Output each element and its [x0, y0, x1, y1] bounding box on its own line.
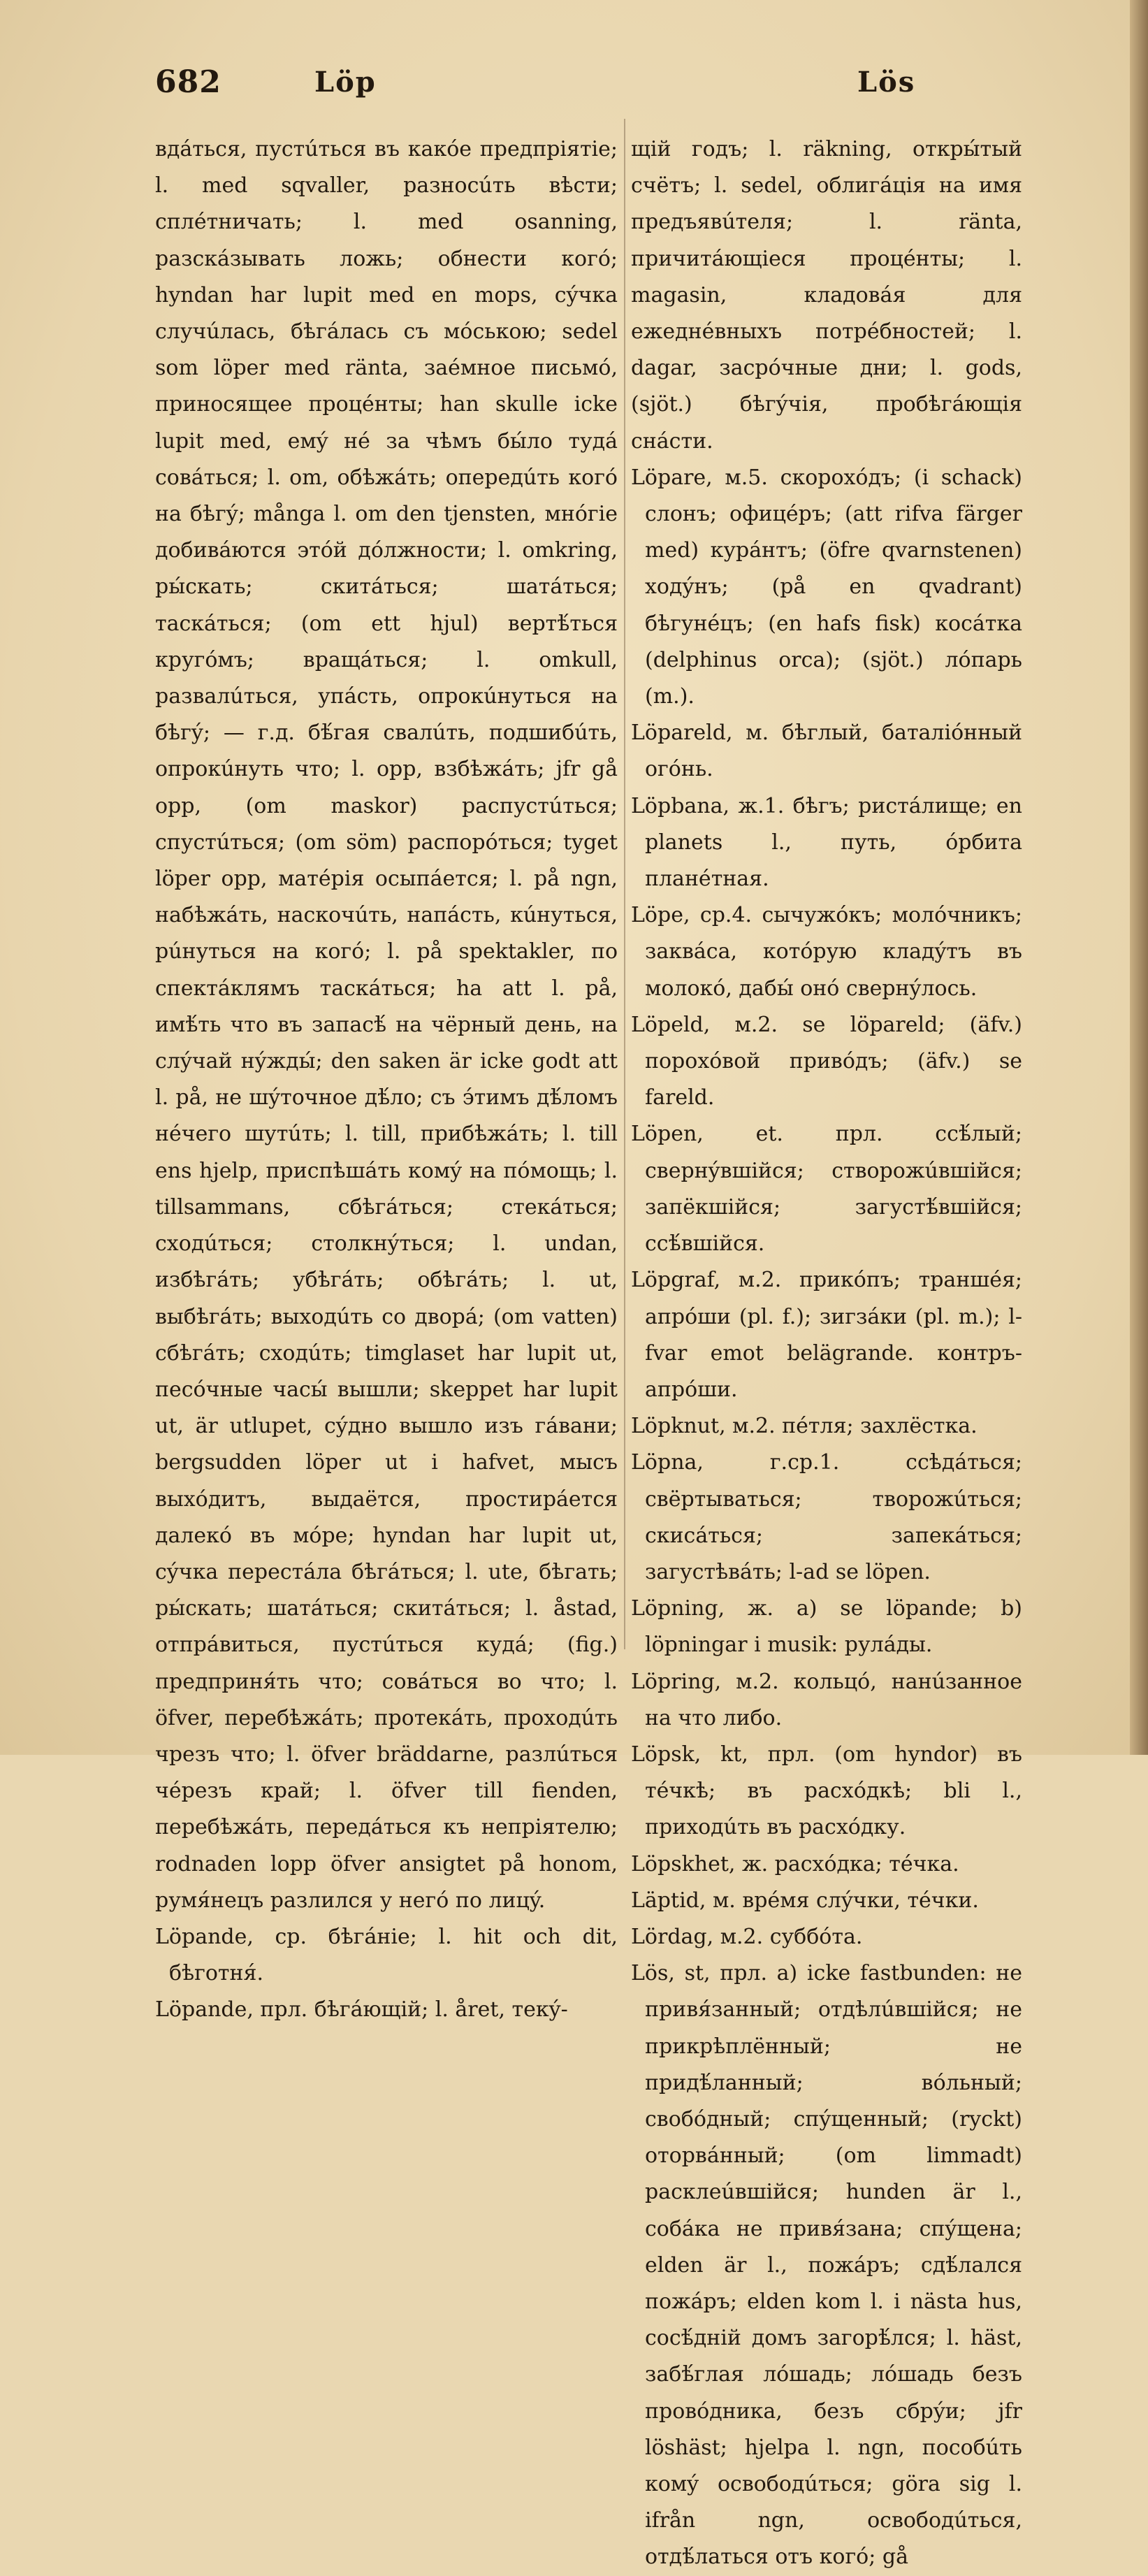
dictionary-entry: Löpen, et. прл. ссѣ́лый; свернýвшійся; створожúвшійся; запёкшійся; загустѣ́вшійся; ссѣ́вшійся.	[631, 1122, 1022, 1257]
dictionary-entry: Löpe, ср.4. сычужóкъ; молóчникъ; заквáса, котóрую кладýтъ въ молокó, дабы́ онó свернýлось.	[631, 903, 1022, 1001]
left-column	[155, 131, 618, 2029]
column-divider	[624, 119, 625, 1649]
dictionary-entry: Löpning, ж. a) se löpande; b) löpningar i musik: рулáды.	[631, 1596, 1022, 1658]
dictionary-entry: Löpna, г.ср.1. ссѣдáться; свёртываться; творожúться; скисáться; запекáться; загустѣвáть; l-ad se löpen.	[631, 1450, 1022, 1584]
page-binding-edge	[1130, 0, 1148, 1755]
page-number: 682	[155, 64, 221, 100]
dictionary-entry: щій годъ; l. räkning, откры́тый счётъ; l. sedel, облигáція на имя предъявúтеля; l. ränta, причитáющіеся процéнты; l. magasin, кладовáя для ежеднéвныхъ потрéбностей; l. dagar, засрóчные дни; l. gods, (sjöt.) бѣгýчія, пробѣгáющія снáсти.	[631, 137, 1022, 454]
dictionary-entry: Löpknut, м.2. пéтля; захлёстка.	[631, 1414, 978, 1439]
page-header	[0, 64, 1118, 120]
dictionary-entry: Löpgraf, м.2. прикóпъ; траншéя; апрóши (pl. f.); зигзáки (pl. m.); l-fvar emot belägrande. контръ-апрóши.	[631, 1268, 1022, 1402]
dictionary-entry: Lös, st, прл. a) icke fastbunden: не привя́занный; отдѣлúвшійся; не прикрѣплённый; не придѣ́ланный; вóльный; свобóдный; спýщенный; (ryckt) оторвáнный; (om limmadt) расклеúвшійся; hunden är l., собáка не привя́зана; спýщена; elden är l., пожáръ; сдѣ́лался пожáръ; elden kom l. i nästa hus, сосѣ́дній домъ загорѣ́лся; l. häst, забѣ́глая лóшадь; лóшадь безъ провóдника, безъ сбрýи; jfr löshäst; hjelpa l. ngn, пособúть комý освободúться; göra sig l. ifrån ngn, освободúться, отдѣ́латься отъ когó; gå	[631, 1961, 1022, 2570]
dictionary-entry: Löpbana, ж.1. бѣгъ; ристáлище; en planets l., путь, óрбита планéтная.	[631, 793, 1022, 892]
guide-word-right: Lös	[857, 66, 916, 99]
dictionary-entry: Löpskhet, ж. расхóдка; тéчка.	[631, 1851, 959, 1876]
dictionary-entry: Löpande, прл. бѣгáющій; l. året, текý-	[155, 1997, 568, 2023]
dictionary-entry: вдáться, пустúться въ какóе предпріятіе; l. med sqvaller, разносúть вѣсти; сплéтничать; l. med osanning, разскáзывать ложь; обнести когó; hyndan har lupit med en mops, сýчка случúлась, бѣгáлась съ мóською; sedel som löper med ränta, заéмное письмó, приносящее процéнты; han skulle icke lupit med, емý нé за чѣмъ бы́ло тудá совáться; l. om, обѣжáть; опередúть когó на бѣгý; många l. om den tjensten, мнóгіе добивáются этóй дóлжности; l. omkring, ры́скать; скитáться; шатáться; таскáться; (om ett hjul) вертѣ́ться кругóмъ; вращáться; l. omkull, развалúться, упáсть, опрокúнуться на бѣгý; — г.д. бѣ́гая свалúть, подшибúть, опрокúнуть что; l. opp, взбѣжáть; jfr gå opp, (om maskor) распустúться; спустúться; (om söm) распорóться; tyget löper opp, матéрія осыпáется; l. på ngn, набѣжáть, наскочúть, напáсть, кúнуться, рúнуться на когó; l. på spektakler, по спектáклямъ таскáться; ha att l. på, имѣ́ть что въ запасѣ́ на чёрный день, на слýчай нýжды́; den saken är icke godt att l. på, не шýточное дѣ́ло; съ э́тимъ дѣ́ломъ нéчего шутúть; l. till, прибѣжáть; l. till ens hjelp, приспѣшáть комý на пóмощь; l. tillsammans, сбѣгáться; стекáться; сходúться; столкнýться; l. undan, избѣгáть; убѣгáть; обѣгáть; l. ut, выбѣгáть; выходúть со дворá; (om vatten) сбѣгáть; сходúть; timglaset har lupit ut, песóчные часы́ вышли; skeppet har lupit ut, är utlupet, сýдно вышло изъ гáвани; bergsudden löper ut i hafvet, мысъ выхóдитъ, выдаётся, простирáется далекó въ мóре; hyndan har lupit ut, сýчка перестáла бѣгáться; l. ute, бѣгать; ры́скать; шатáться; скитáться; l. åstad, отпрáвиться, пустúться кудá; (fig.) предприня́ть что; совáться во что; l. öfver, перебѣжáть; протекáть, проходúть чрезъ что; l. öfver bräddarne, разлúться чéрезъ край; l. öfver till fienden, перебѣжáть, передáться къ непріятелю; rodnaden lopp öfver ansigtet på honom, румя́нецъ разлился у негó по лицý.	[155, 137, 618, 1913]
dictionary-entry: Löpsk, kt, прл. (om hyndor) въ тéчкѣ; въ расхóдкѣ; bli l., приходúть въ расхóдку.	[631, 1742, 1022, 1840]
dictionary-entry: Löpareld, м. бѣглый, баталіóнный огóнь.	[631, 721, 1022, 782]
guide-word-left: Löp	[314, 66, 377, 99]
dictionary-entry: Läptid, м. врéмя слýчки, тéчки.	[631, 1888, 979, 1913]
right-column	[631, 131, 1022, 2576]
dictionary-entry: Löpring, м.2. кольцó, нанúзанное на что либо.	[631, 1669, 1022, 1730]
dictionary-entry: Lördag, м.2. суббóта.	[631, 1924, 863, 1949]
dictionary-entry: Löpare, м.5. скорохóдъ; (i schack) слонъ; офицéръ; (att rifva färger med) курáнтъ; (öfre qvarnstenen) ходýнъ; (på en qvadrant) бѣгунéцъ; (en hafs fisk) косáтка (delphinus orca); (sjöt.) лóпарь (m.).	[631, 465, 1022, 709]
dictionary-entry: Löpande, ср. бѣгáніе; l. hit och dit, бѣготня́.	[155, 1924, 618, 1986]
dictionary-entry: Löpeld, м.2. se löpareld; (äfv.) порохóвой привóдъ; (äfv.) se fareld.	[631, 1012, 1022, 1110]
